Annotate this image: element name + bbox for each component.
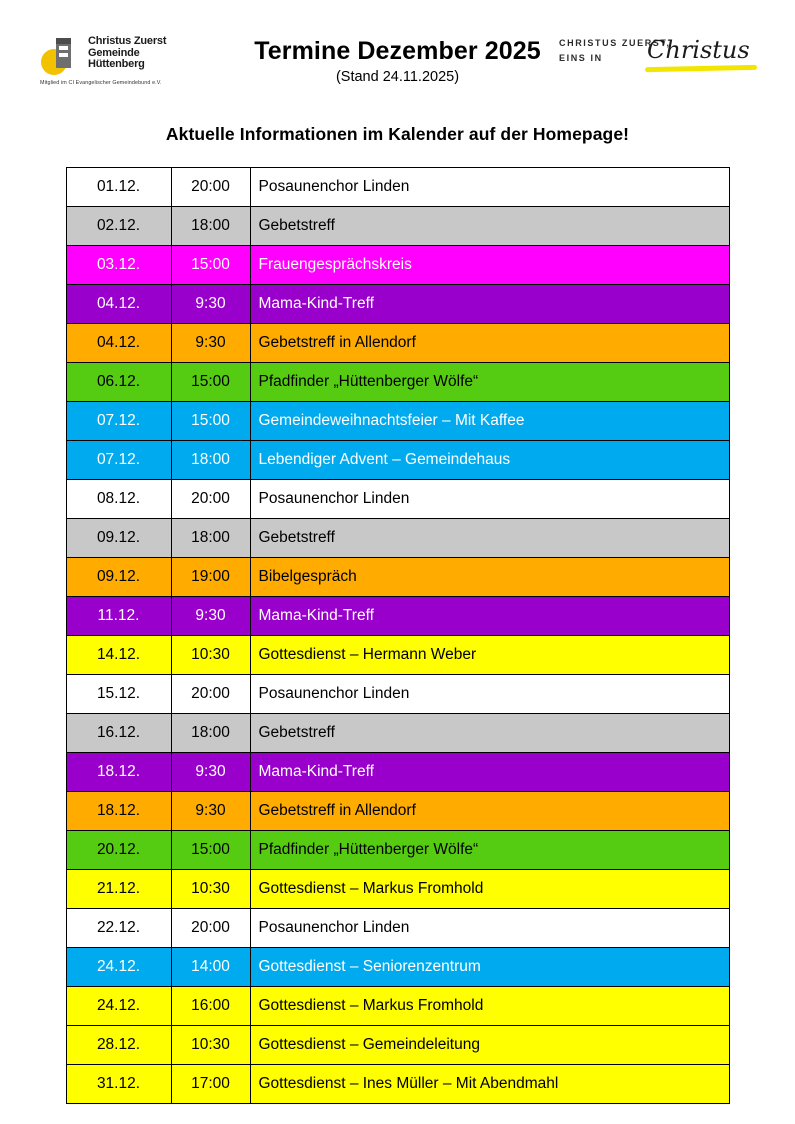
row-event: Mama-Kind-Treff xyxy=(250,597,729,636)
row-time: 18:00 xyxy=(171,441,250,480)
table-row xyxy=(66,870,729,909)
table-row xyxy=(66,636,729,675)
row-date: 20.12. xyxy=(66,831,171,870)
table-row xyxy=(66,1026,729,1065)
row-time: 9:30 xyxy=(171,324,250,363)
row-event: Gottesdienst – Gemeindeleitung xyxy=(250,1026,729,1065)
row-event: Pfadfinder „Hüttenberger Wölfe“ xyxy=(250,831,729,870)
row-date: 04.12. xyxy=(66,324,171,363)
row-event: Frauengesprächskreis xyxy=(250,246,729,285)
row-time: 15:00 xyxy=(171,831,250,870)
table-row xyxy=(66,441,729,480)
row-time: 9:30 xyxy=(171,753,250,792)
row-event: Lebendiger Advent – Gemeindehaus xyxy=(250,441,729,480)
row-date: 07.12. xyxy=(66,441,171,480)
row-event: Mama-Kind-Treff xyxy=(250,753,729,792)
row-date: 21.12. xyxy=(66,870,171,909)
row-event: Posaunenchor Linden xyxy=(250,675,729,714)
brand-claim xyxy=(559,36,759,80)
row-event: Gemeindeweihnachtsfeier – Mit Kaffee xyxy=(250,402,729,441)
brand-underline-shape xyxy=(645,65,757,72)
row-time: 16:00 xyxy=(171,987,250,1026)
logo-line-3: Hüttenberg xyxy=(88,58,145,70)
row-event: Gottesdienst – Ines Müller – Mit Abendmahl xyxy=(250,1065,729,1104)
row-time: 20:00 xyxy=(171,909,250,948)
table-row xyxy=(66,987,729,1026)
row-time: 9:30 xyxy=(171,285,250,324)
brand-line-2: EINS IN xyxy=(559,53,603,63)
table-row xyxy=(66,519,729,558)
table-row xyxy=(66,246,729,285)
page-title: Termine Dezember 2025 xyxy=(254,37,541,65)
row-time: 9:30 xyxy=(171,597,250,636)
row-date: 03.12. xyxy=(66,246,171,285)
table-row xyxy=(66,480,729,519)
table-row xyxy=(66,558,729,597)
row-time: 10:30 xyxy=(171,1026,250,1065)
row-date: 22.12. xyxy=(66,909,171,948)
page-subtitle: (Stand 24.11.2025) xyxy=(335,69,460,85)
table-row xyxy=(66,207,729,246)
table-row xyxy=(66,714,729,753)
table-row xyxy=(66,831,729,870)
row-time: 14:00 xyxy=(171,948,250,987)
row-date: 01.12. xyxy=(66,168,171,207)
row-time: 9:30 xyxy=(171,792,250,831)
table-row xyxy=(66,948,729,987)
row-time: 18:00 xyxy=(171,714,250,753)
table-row xyxy=(66,402,729,441)
table-row xyxy=(66,1065,729,1104)
table-row xyxy=(66,675,729,714)
row-time: 18:00 xyxy=(171,207,250,246)
schedule-table-body xyxy=(66,168,729,1104)
row-event: Gottesdienst – Hermann Weber xyxy=(250,636,729,675)
logo-subline: Mitglied im CI Evangelischer Gemeindebund e.V. xyxy=(40,80,162,86)
row-time: 15:00 xyxy=(171,402,250,441)
row-event: Gottesdienst – Markus Fromhold xyxy=(250,987,729,1026)
row-event: Gebetstreff xyxy=(250,207,729,246)
schedule-table-wrapper xyxy=(66,167,730,1104)
row-event: Posaunenchor Linden xyxy=(250,909,729,948)
row-event: Gebetstreff in Allendorf xyxy=(250,792,729,831)
row-time: 20:00 xyxy=(171,168,250,207)
table-row xyxy=(66,324,729,363)
schedule-table xyxy=(66,167,730,1104)
row-event: Gottesdienst – Seniorenzentrum xyxy=(250,948,729,987)
row-time: 20:00 xyxy=(171,675,250,714)
row-event: Posaunenchor Linden xyxy=(250,168,729,207)
logo-line-2: Gemeinde xyxy=(88,46,140,59)
row-date: 24.12. xyxy=(66,948,171,987)
row-date: 28.12. xyxy=(66,1026,171,1065)
row-time: 10:30 xyxy=(171,870,250,909)
row-time: 10:30 xyxy=(171,636,250,675)
homepage-notice: Aktuelle Informationen im Kalender auf der Homepage! xyxy=(165,124,630,144)
row-date: 18.12. xyxy=(66,792,171,831)
row-time: 15:00 xyxy=(171,246,250,285)
row-time: 15:00 xyxy=(171,363,250,402)
row-time: 17:00 xyxy=(171,1065,250,1104)
row-event: Bibelgespräch xyxy=(250,558,729,597)
logo-line-1: Christus Zuerst xyxy=(88,35,167,47)
row-time: 20:00 xyxy=(171,480,250,519)
row-date: 24.12. xyxy=(66,987,171,1026)
row-event: Mama-Kind-Treff xyxy=(250,285,729,324)
row-date: 09.12. xyxy=(66,558,171,597)
brand-line-1: CHRISTUS ZUERST, xyxy=(559,38,671,48)
row-date: 31.12. xyxy=(66,1065,171,1104)
table-row xyxy=(66,792,729,831)
row-event: Gebetstreff xyxy=(250,714,729,753)
row-event: Posaunenchor Linden xyxy=(250,480,729,519)
row-date: 07.12. xyxy=(66,402,171,441)
table-row xyxy=(66,909,729,948)
row-date: 06.12. xyxy=(66,363,171,402)
row-date: 14.12. xyxy=(66,636,171,675)
table-row xyxy=(66,363,729,402)
row-date: 16.12. xyxy=(66,714,171,753)
row-time: 19:00 xyxy=(171,558,250,597)
document-header xyxy=(0,0,795,110)
table-row xyxy=(66,285,729,324)
table-row xyxy=(66,753,729,792)
brand-script-word: Christus xyxy=(647,36,750,64)
row-event: Gebetstreff in Allendorf xyxy=(250,324,729,363)
row-event: Gebetstreff xyxy=(250,519,729,558)
row-date: 08.12. xyxy=(66,480,171,519)
row-date: 04.12. xyxy=(66,285,171,324)
table-row xyxy=(66,168,729,207)
row-date: 02.12. xyxy=(66,207,171,246)
row-date: 11.12. xyxy=(66,597,171,636)
row-date: 09.12. xyxy=(66,519,171,558)
row-date: 18.12. xyxy=(66,753,171,792)
row-time: 18:00 xyxy=(171,519,250,558)
row-event: Pfadfinder „Hüttenberger Wölfe“ xyxy=(250,363,729,402)
row-date: 15.12. xyxy=(66,675,171,714)
row-event: Gottesdienst – Markus Fromhold xyxy=(250,870,729,909)
table-row xyxy=(66,597,729,636)
